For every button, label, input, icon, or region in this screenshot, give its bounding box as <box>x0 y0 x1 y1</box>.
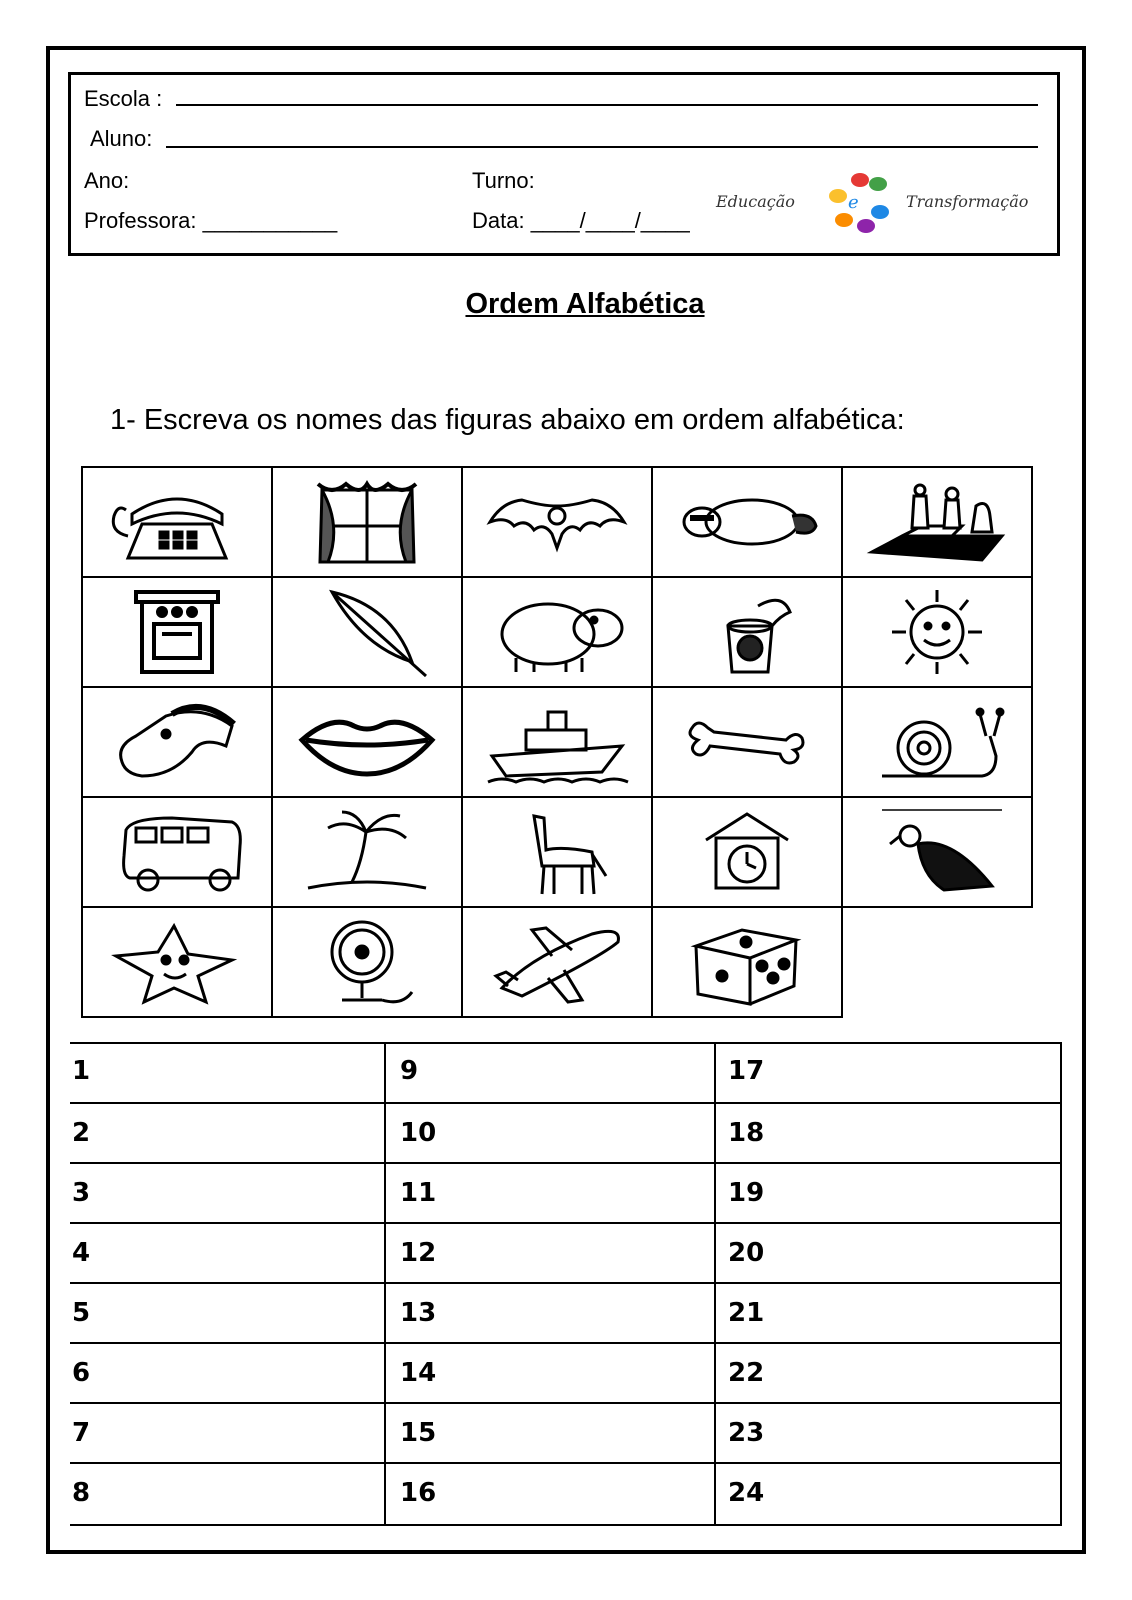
answer-number: 6 <box>72 1358 91 1388</box>
raccoon-icon <box>672 476 822 568</box>
answer-number: 14 <box>400 1358 437 1388</box>
answer-number: 19 <box>728 1178 765 1208</box>
picture-cell <box>271 576 463 688</box>
ano-label: Ano: <box>84 168 130 193</box>
picture-cell <box>461 686 653 798</box>
answer-number: 21 <box>728 1298 765 1328</box>
answer-number: 8 <box>72 1478 91 1508</box>
airplane-icon <box>482 916 632 1008</box>
answer-number: 23 <box>728 1418 765 1448</box>
bat-icon <box>482 476 632 568</box>
answer-number: 15 <box>400 1418 437 1448</box>
answer-row <box>70 1222 1062 1282</box>
professora-label: Professora: ___________ <box>84 208 338 233</box>
picture-cell <box>841 466 1033 578</box>
answer-number: 17 <box>728 1056 765 1086</box>
ship-icon <box>482 696 632 788</box>
answer-number: 11 <box>400 1178 437 1208</box>
stove-icon <box>102 586 252 678</box>
answer-number: 12 <box>400 1238 437 1268</box>
telephone-icon <box>102 476 252 568</box>
bone-icon <box>672 696 822 788</box>
chess-icon <box>862 476 1012 568</box>
snail-icon <box>862 696 1012 788</box>
hippo-icon <box>482 586 632 678</box>
answer-number: 9 <box>400 1056 419 1086</box>
picture-cell <box>81 576 273 688</box>
answer-number: 10 <box>400 1118 437 1148</box>
picture-cell <box>461 796 653 908</box>
answer-number: 24 <box>728 1478 765 1508</box>
answer-number: 3 <box>72 1178 91 1208</box>
answer-number: 7 <box>72 1418 91 1448</box>
logo-word-transformacao: Transformação <box>906 192 1029 211</box>
picture-cell <box>271 686 463 798</box>
hand-print-icon <box>829 189 847 203</box>
picture-cell <box>81 796 273 908</box>
hand-print-icon <box>851 173 869 187</box>
lips-icon <box>292 696 442 788</box>
van-icon <box>102 806 252 898</box>
answer-number: 2 <box>72 1118 91 1148</box>
horse-icon <box>102 696 252 788</box>
picture-cell <box>271 906 463 1018</box>
answer-number: 16 <box>400 1478 437 1508</box>
picture-cell <box>841 686 1033 798</box>
logo-letter-e: e <box>848 192 859 213</box>
picture-cell <box>271 796 463 908</box>
aluno-line[interactable] <box>166 146 1038 148</box>
turno-label: Turno: <box>472 168 535 193</box>
picture-cell <box>461 466 653 578</box>
answer-row <box>70 1042 1062 1102</box>
hand-print-icon <box>869 177 887 191</box>
escola-label: Escola : <box>84 86 163 111</box>
dice-icon <box>672 916 822 1008</box>
picture-cell <box>461 576 653 688</box>
starfish-icon <box>102 916 252 1008</box>
giraffe-icon <box>482 806 632 898</box>
trash-can-icon <box>672 586 822 678</box>
answer-number: 1 <box>72 1056 91 1086</box>
window-icon <box>292 476 442 568</box>
data-label: Data: ____/____/____ <box>472 208 690 233</box>
picture-cell <box>81 686 273 798</box>
answer-number: 20 <box>728 1238 765 1268</box>
hand-print-icon <box>871 205 889 219</box>
picture-cell <box>651 796 843 908</box>
picture-cell <box>841 796 1033 908</box>
answer-number: 13 <box>400 1298 437 1328</box>
answer-number: 4 <box>72 1238 91 1268</box>
answer-row <box>70 1462 1062 1522</box>
answer-table <box>70 1042 1062 1526</box>
page-title: Ordem Alfabética <box>465 288 705 320</box>
hand-print-icon <box>857 219 875 233</box>
answer-row <box>70 1282 1062 1342</box>
picture-cell <box>81 466 273 578</box>
instruction: 1- Escreva os nomes das figuras abaixo em ordem alfabética: <box>110 404 905 436</box>
cuckoo-clock-icon <box>672 806 822 898</box>
picture-cell <box>651 686 843 798</box>
answer-number: 5 <box>72 1298 91 1328</box>
answer-number: 22 <box>728 1358 765 1388</box>
hand-print-icon <box>835 213 853 227</box>
feather-icon <box>292 586 442 678</box>
aluno-label: Aluno: <box>90 126 153 151</box>
answer-row <box>70 1102 1062 1162</box>
picture-cell <box>271 466 463 578</box>
fan-icon <box>292 916 442 1008</box>
picture-cell <box>651 466 843 578</box>
vulture-icon <box>862 806 1012 898</box>
picture-cell <box>651 576 843 688</box>
logo-word-educacao: Educação <box>716 192 795 211</box>
answer-row <box>70 1342 1062 1402</box>
answer-row <box>70 1402 1062 1462</box>
picture-cell <box>841 576 1033 688</box>
palm-tree-icon <box>292 806 442 898</box>
sun-icon <box>862 586 1012 678</box>
picture-cell <box>651 906 843 1018</box>
answer-number: 18 <box>728 1118 765 1148</box>
picture-cell <box>461 906 653 1018</box>
answer-row <box>70 1162 1062 1222</box>
logo <box>716 166 1060 242</box>
picture-cell <box>81 906 273 1018</box>
escola-line[interactable] <box>176 104 1038 106</box>
